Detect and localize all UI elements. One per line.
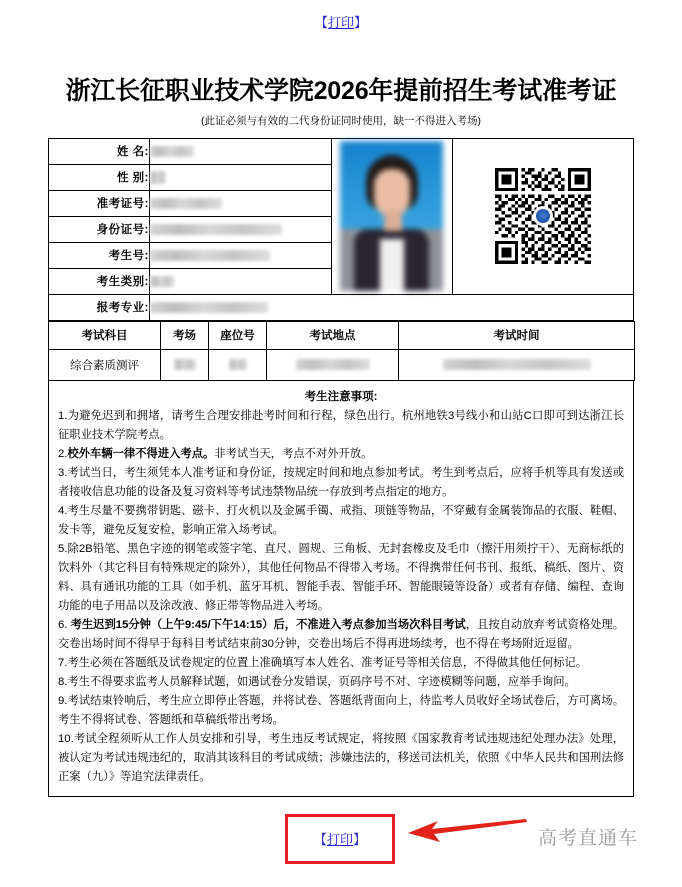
table-row	[49, 138, 634, 164]
qr-center-logo-icon	[533, 206, 553, 226]
red-left-arrow-icon	[398, 817, 528, 851]
page-title: 浙江长征职业技术学院2026年提前招生考试准考证	[65, 77, 617, 105]
cell-room	[161, 349, 209, 380]
redacted-student-number	[150, 250, 270, 261]
note-item	[58, 654, 624, 673]
admission-ticket	[48, 29, 634, 797]
note-number: 7.	[58, 656, 68, 669]
note-item	[58, 407, 624, 445]
note-text: 非考试当天，考点不对外开放。	[214, 447, 373, 460]
note-number: 4.	[58, 504, 68, 517]
redacted-candidate-type	[150, 276, 174, 287]
value-major	[150, 294, 634, 320]
note-item	[58, 464, 624, 502]
label-candidate-type: 考生类别:	[49, 268, 150, 294]
col-header-seat: 座位号	[209, 321, 267, 349]
value-id-number	[150, 216, 332, 242]
note-text: 考试结束铃响后，考生应立即停止答题，并将试卷、答题纸背面向上，待监考人员收好全场试卷后，方可离场。考生不得将试卷、答题纸和草稿纸带出考场。	[58, 694, 624, 726]
cell-time	[399, 349, 635, 380]
cell-place	[267, 349, 399, 380]
redacted-admission-number	[150, 198, 222, 209]
print-left-bracket-bottom: 【	[313, 832, 327, 848]
qr-code-cell	[452, 138, 634, 294]
note-item	[58, 445, 624, 464]
note-text: 考生不得要求监考人员解释试题，如遇试卷分发错误，页码序号不对、字迹模糊等问题，应举手询问。	[67, 675, 576, 688]
note-item	[58, 673, 624, 692]
note-item	[58, 730, 624, 787]
note-number: 9.	[58, 694, 68, 707]
notes-title: 考生注意事项:	[304, 390, 378, 403]
label-major: 报考专业:	[49, 294, 150, 320]
note-text: 考试当日，考生须凭本人准考证和身份证，按规定时间和地点参加考试。考生到考点后，应将手机等具有发送或者接收信息功能的设备及复习资料等考试违禁物品统一存放到考点指定的地方。	[58, 466, 624, 498]
qr-code-icon	[495, 168, 591, 264]
redacted-id-number	[150, 224, 282, 235]
note-number: 3.	[58, 466, 68, 479]
exam-table-header-row	[49, 321, 635, 349]
print-right-bracket: 】	[354, 15, 368, 30]
print-right-bracket-bottom: 】	[353, 832, 367, 848]
note-number: 1.	[58, 409, 68, 422]
label-gender: 性 别:	[49, 164, 150, 190]
print-link-bottom[interactable]: 打印	[326, 832, 353, 848]
watermark-label: 高考直通车	[538, 827, 639, 849]
note-number: 5.	[58, 542, 68, 555]
notes-list	[58, 407, 624, 787]
col-header-room: 考场	[161, 321, 209, 349]
value-candidate-type	[150, 268, 332, 294]
candidate-info-table	[48, 138, 634, 321]
col-header-subject: 考试科目	[49, 321, 161, 349]
note-text-bold: 校外车辆一律不得进入考点。	[67, 447, 215, 460]
label-id-number: 身份证号:	[49, 216, 150, 242]
note-text: 考试全程须听从工作人员安排和引导，考生违反考试规定，将按照《国家教育考试违规违纪处理办法》处理，被认定为考试违规违纪的，取消其该科目的考试成绩；涉嫌违法的，移送司法机关，依照《中华人民共和国刑法修正案（九）》等追究法律责任。	[58, 732, 624, 783]
note-item	[58, 502, 624, 540]
top-print-bar	[0, 0, 682, 29]
print-link-top[interactable]: 打印	[327, 15, 354, 30]
note-item	[58, 540, 624, 616]
redacted-seat	[229, 359, 247, 370]
value-admission-number	[150, 190, 332, 216]
table-row	[49, 294, 634, 320]
note-text: 除2B铅笔、黑色字迹的钢笔或签字笔、直尺、圆规、三角板、无封套橡皮及毛巾（擦汗用须拧干）、无商标纸的饮料外（其它科目有特殊规定的除外），其他任何物品不得带入考场。不得携带任何书刊、报纸、稿纸、图片、资料、具有通讯功能的工具（如手机、蓝牙耳机、智能手表、智能手环、智能眼镜等设备）或者有存储、编程、查询功能的电子用品以及涂改液、修正带等物品进入考场。	[58, 542, 624, 612]
note-number: 2.	[58, 447, 68, 460]
note-item	[58, 692, 624, 730]
value-gender	[150, 164, 332, 190]
redacted-time	[443, 359, 591, 370]
note-text: ，且按自动放弃考试资格处理。交卷出场时间不得早于每科目考试结束前30分钟，交卷出场后不得再进场续考，也不得在考场附近逗留。	[58, 618, 624, 650]
note-number: 8.	[58, 675, 68, 688]
label-name: 姓 名:	[49, 138, 150, 164]
page-subtitle: (此证必须与有效的二代身份证同时使用，缺一不得进入考场)	[201, 114, 481, 127]
col-header-place: 考试地点	[267, 321, 399, 349]
annotation-arrow	[398, 817, 528, 856]
value-student-number	[150, 242, 332, 268]
note-text-bold: 考生迟到15分钟（上午9:45/下午14:15）后，不准进入考点参加当场次科目考试	[67, 618, 466, 631]
candidate-photo	[340, 141, 443, 291]
candidate-photo-cell	[331, 138, 452, 294]
print-left-bracket: 【	[314, 15, 328, 30]
table-row	[49, 349, 635, 380]
redacted-major	[150, 302, 268, 313]
label-student-number: 考生号:	[49, 242, 150, 268]
redacted-gender	[150, 171, 166, 184]
note-text: 考生必须在答题纸及试卷规定的位置上准确填写本人姓名、准考证号等相关信息，不得做其他任何标记。	[67, 656, 588, 669]
note-item	[58, 616, 624, 654]
note-text: 为避免迟到和拥堵，请考生合理安排赴考时间和行程，绿色出行。杭州地铁3号线小和山站C口即可到达浙江长征职业技术学院考点。	[58, 409, 624, 441]
cell-seat	[209, 349, 267, 380]
note-number: 10.	[58, 732, 74, 745]
bottom-bar	[0, 811, 682, 873]
note-text: 考生尽量不要携带钥匙、磁卡、打火机以及金属手镯、戒指、项链等物品，不穿戴有金属装饰品的衣服、鞋帽、发卡等，避免反复安检，影响正常入场考试。	[58, 504, 624, 536]
redacted-place	[296, 359, 370, 370]
value-name	[150, 138, 332, 164]
col-header-time: 考试时间	[399, 321, 635, 349]
exam-schedule-table	[48, 321, 635, 381]
cell-subject: 综合素质测评	[49, 349, 161, 380]
redacted-room	[174, 359, 196, 370]
note-number: 6.	[58, 618, 68, 631]
redacted-name	[150, 146, 194, 157]
print-button-highlight[interactable]	[285, 814, 395, 864]
notes-section	[48, 381, 634, 797]
label-admission-number: 准考证号:	[49, 190, 150, 216]
